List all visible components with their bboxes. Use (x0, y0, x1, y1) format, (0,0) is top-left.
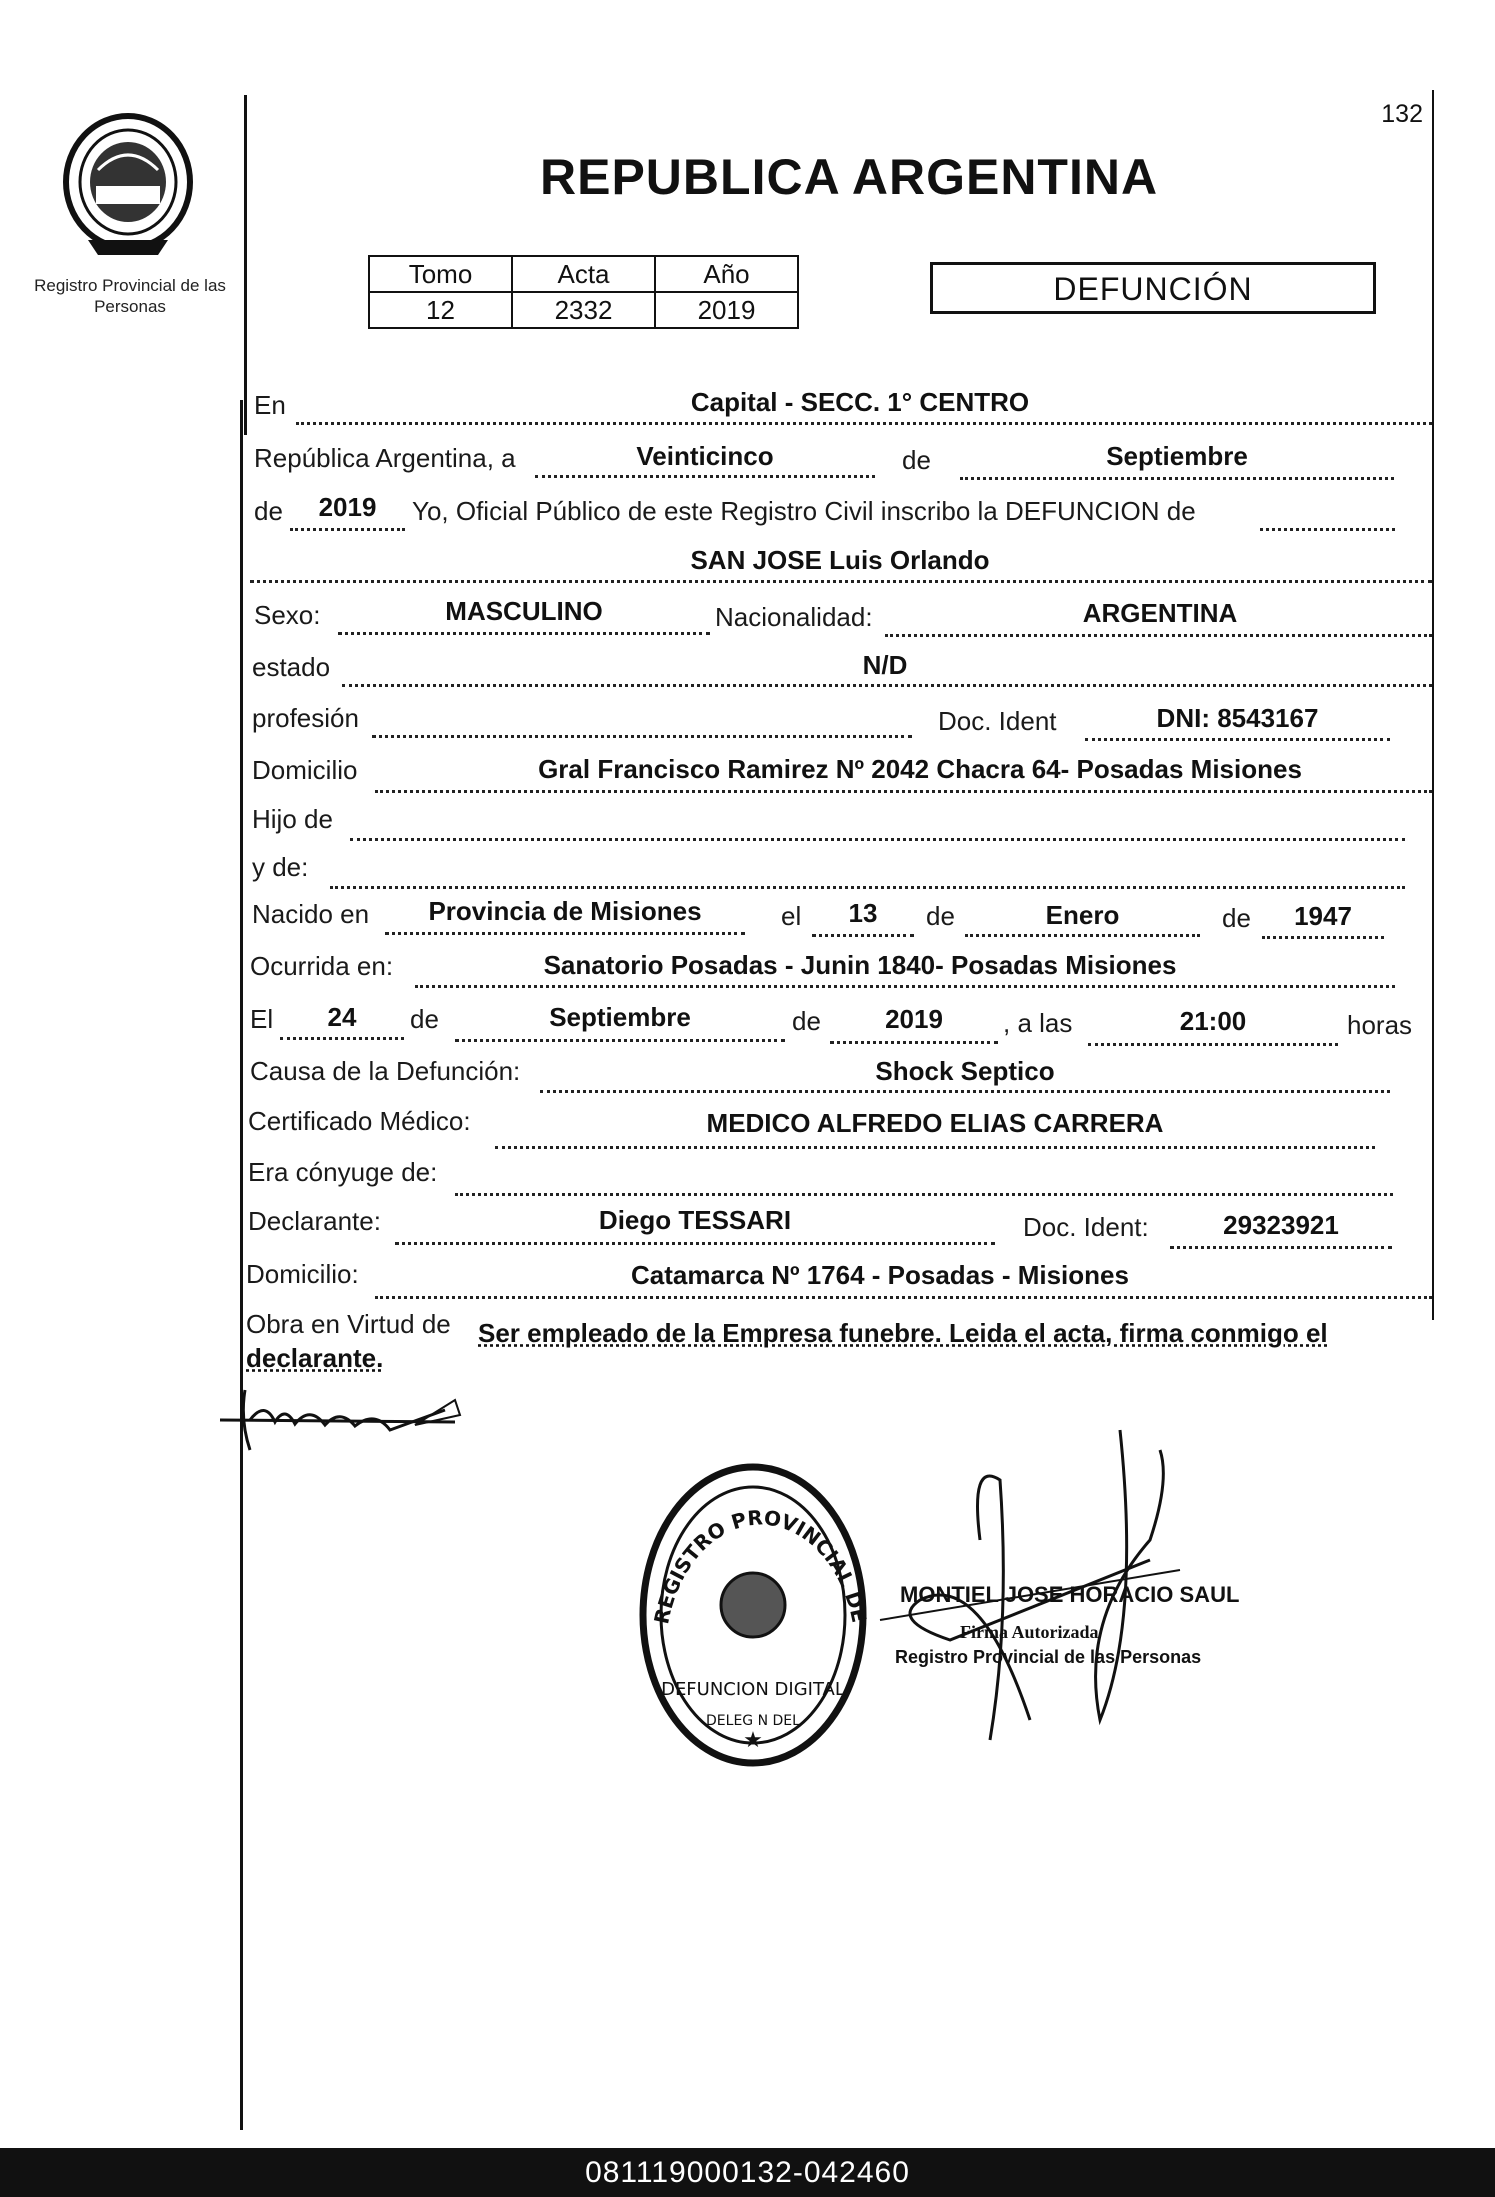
label-estado: estado (252, 652, 331, 682)
dotted-line (385, 932, 745, 935)
label-doc-ident: Doc. Ident (938, 706, 1057, 736)
value-death-day: 24 (327, 1002, 357, 1032)
dotted-line (540, 1090, 1390, 1093)
dotted-line (250, 580, 1432, 583)
official-seal-stamp (619, 1436, 872, 1765)
dotted-line (280, 1037, 404, 1040)
dotted-line (1088, 1043, 1338, 1046)
value-nacionalidad: ARGENTINA (1082, 598, 1238, 628)
margin-line (240, 400, 243, 2130)
dotted-line (1262, 936, 1384, 939)
table-value-tomo: 12 (369, 292, 512, 328)
label-hijo-de: Hijo de (252, 804, 333, 834)
label-horas: horas (1347, 1010, 1413, 1040)
label-ocurrida-en: Ocurrida en: (250, 951, 394, 981)
label-domicilio: Domicilio (252, 755, 358, 785)
value-obra-line2: declarante. (246, 1343, 384, 1373)
label-profesion: profesión (252, 703, 359, 733)
value-birth-month: Enero (1045, 900, 1120, 930)
label-death-el: El (250, 1004, 274, 1034)
value-sexo: MASCULINO (445, 596, 603, 626)
value-deceased-name: SAN JOSE Luis Orlando (690, 545, 990, 575)
dotted-line (375, 790, 1432, 793)
value-ocurrida-en: Sanatorio Posadas - Junin 1840- Posadas Misiones (543, 950, 1177, 980)
seal-side-text: DELEG N DEL (706, 1713, 800, 1729)
dotted-line (812, 934, 914, 937)
table-header-acta: Acta (512, 256, 655, 292)
record-table (368, 255, 799, 329)
value-certificado: MEDICO ALFREDO ELIAS CARRERA (706, 1108, 1164, 1138)
signatory-office: Registro Provincial de las Personas (895, 1647, 1202, 1667)
record-table-value-row (369, 292, 798, 328)
label-obra: Obra en Virtud de (246, 1309, 451, 1339)
value-death-month: Septiembre (549, 1002, 691, 1032)
label-causa: Causa de la Defunción: (250, 1056, 521, 1086)
declarant-signature (215, 1380, 465, 1460)
dotted-line (1260, 528, 1395, 531)
label-conyuge: Era cónyuge de: (248, 1157, 438, 1187)
label-el: el (781, 901, 802, 931)
label-death-de2: de (792, 1006, 821, 1036)
label-certificado: Certificado Médico: (248, 1106, 471, 1136)
label-sexo: Sexo: (254, 600, 321, 630)
dotted-line (372, 735, 912, 738)
dotted-line (1085, 738, 1390, 741)
value-place: Capital - SECC. 1° CENTRO (690, 387, 1030, 417)
value-nacido-en: Provincia de Misiones (428, 896, 702, 926)
signatory-name: MONTIEL JOSE HORACIO SAUL (900, 1582, 1240, 1607)
dotted-line (885, 634, 1432, 637)
page-title: REPUBLICA ARGENTINA (540, 149, 1159, 205)
record-table-header-row (369, 256, 798, 292)
table-header-ano: Año (655, 256, 798, 292)
dotted-line (296, 422, 1432, 425)
label-birth-de1: de (926, 901, 955, 931)
value-domicilio: Gral Francisco Ramirez Nº 2042 Chacra 64- Posadas Misiones (538, 754, 1302, 784)
label-declarante-doc: Doc. Ident: (1023, 1212, 1149, 1242)
inscribo-text: Yo, Oficial Público de este Registro Civil inscribo la DEFUNCION de (412, 496, 1196, 526)
value-obra-line1: Ser empleado de la Empresa funebre. Leida el acta, firma conmigo el (478, 1318, 1328, 1348)
label-death-de1: de (410, 1004, 439, 1034)
value-declarante: Diego TESSARI (598, 1205, 792, 1235)
label-en: En (254, 390, 286, 420)
dotted-line (375, 1296, 1432, 1299)
seal-outer-text: REGISTRO PROVINCIAL DE LAS PERSONAS (619, 1436, 872, 1627)
dotted-line (495, 1146, 1375, 1149)
label-y-de: y de: (252, 852, 309, 882)
value-declarante-doc: 29323921 (1223, 1210, 1339, 1240)
label-domicilio-declarante: Domicilio: (246, 1259, 359, 1289)
dotted-line (455, 1039, 785, 1042)
dotted-line (395, 1242, 995, 1245)
record-type-box: DEFUNCIÓN (930, 262, 1376, 314)
star-icon: ★ (743, 1727, 763, 1752)
value-birth-day: 13 (848, 898, 878, 928)
label-nacionalidad: Nacionalidad: (715, 602, 873, 632)
label-a-las: , a las (1003, 1008, 1073, 1038)
dotted-line (455, 1193, 1393, 1196)
dotted-line (330, 886, 1405, 889)
seal-inner-text: DEFUNCION DIGITAL (661, 1679, 845, 1700)
value-causa: Shock Septico (875, 1056, 1055, 1086)
dotted-line (1170, 1246, 1392, 1249)
table-header-tomo: Tomo (369, 256, 512, 292)
value-death-year: 2019 (885, 1004, 943, 1034)
document-barcode-id: 081119000132-042460 (0, 2148, 1495, 2197)
label-year-de: de (254, 496, 283, 526)
value-doc-ident: DNI: 8543167 (1156, 703, 1319, 733)
signatory-role: Firma Autorizada (960, 1622, 1099, 1642)
dotted-line (415, 985, 1395, 988)
value-domicilio-declarante: Catamarca Nº 1764 - Posadas - Misiones (631, 1260, 1129, 1290)
table-value-acta: 2332 (512, 292, 655, 328)
dotted-line (338, 632, 710, 635)
dotted-line (830, 1041, 998, 1044)
label-birth-de2: de (1222, 903, 1251, 933)
label-republica: República Argentina, a (254, 443, 516, 473)
value-estado: N/D (862, 650, 908, 680)
label-nacido-en: Nacido en (252, 899, 370, 929)
dotted-line (290, 528, 405, 531)
table-value-ano: 2019 (655, 292, 798, 328)
value-birth-year: 1947 (1294, 901, 1352, 931)
dotted-line (965, 934, 1200, 937)
value-death-time: 21:00 (1179, 1006, 1247, 1036)
page-number: 132 (1381, 100, 1423, 128)
value-month-written: Septiembre (1106, 441, 1248, 471)
right-margin-line (1432, 90, 1434, 1320)
value-day-written: Veinticinco (636, 441, 774, 471)
margin-line (244, 95, 247, 435)
dotted-line (342, 684, 1432, 687)
dotted-line (350, 838, 1405, 841)
dotted-line (535, 475, 875, 478)
province-crest-logo (58, 110, 198, 260)
registry-name: Registro Provincial de las Personas (34, 276, 226, 316)
label-declarante: Declarante: (248, 1206, 381, 1236)
value-year: 2019 (318, 492, 377, 522)
dotted-line (960, 477, 1394, 480)
label-de: de (902, 445, 931, 475)
